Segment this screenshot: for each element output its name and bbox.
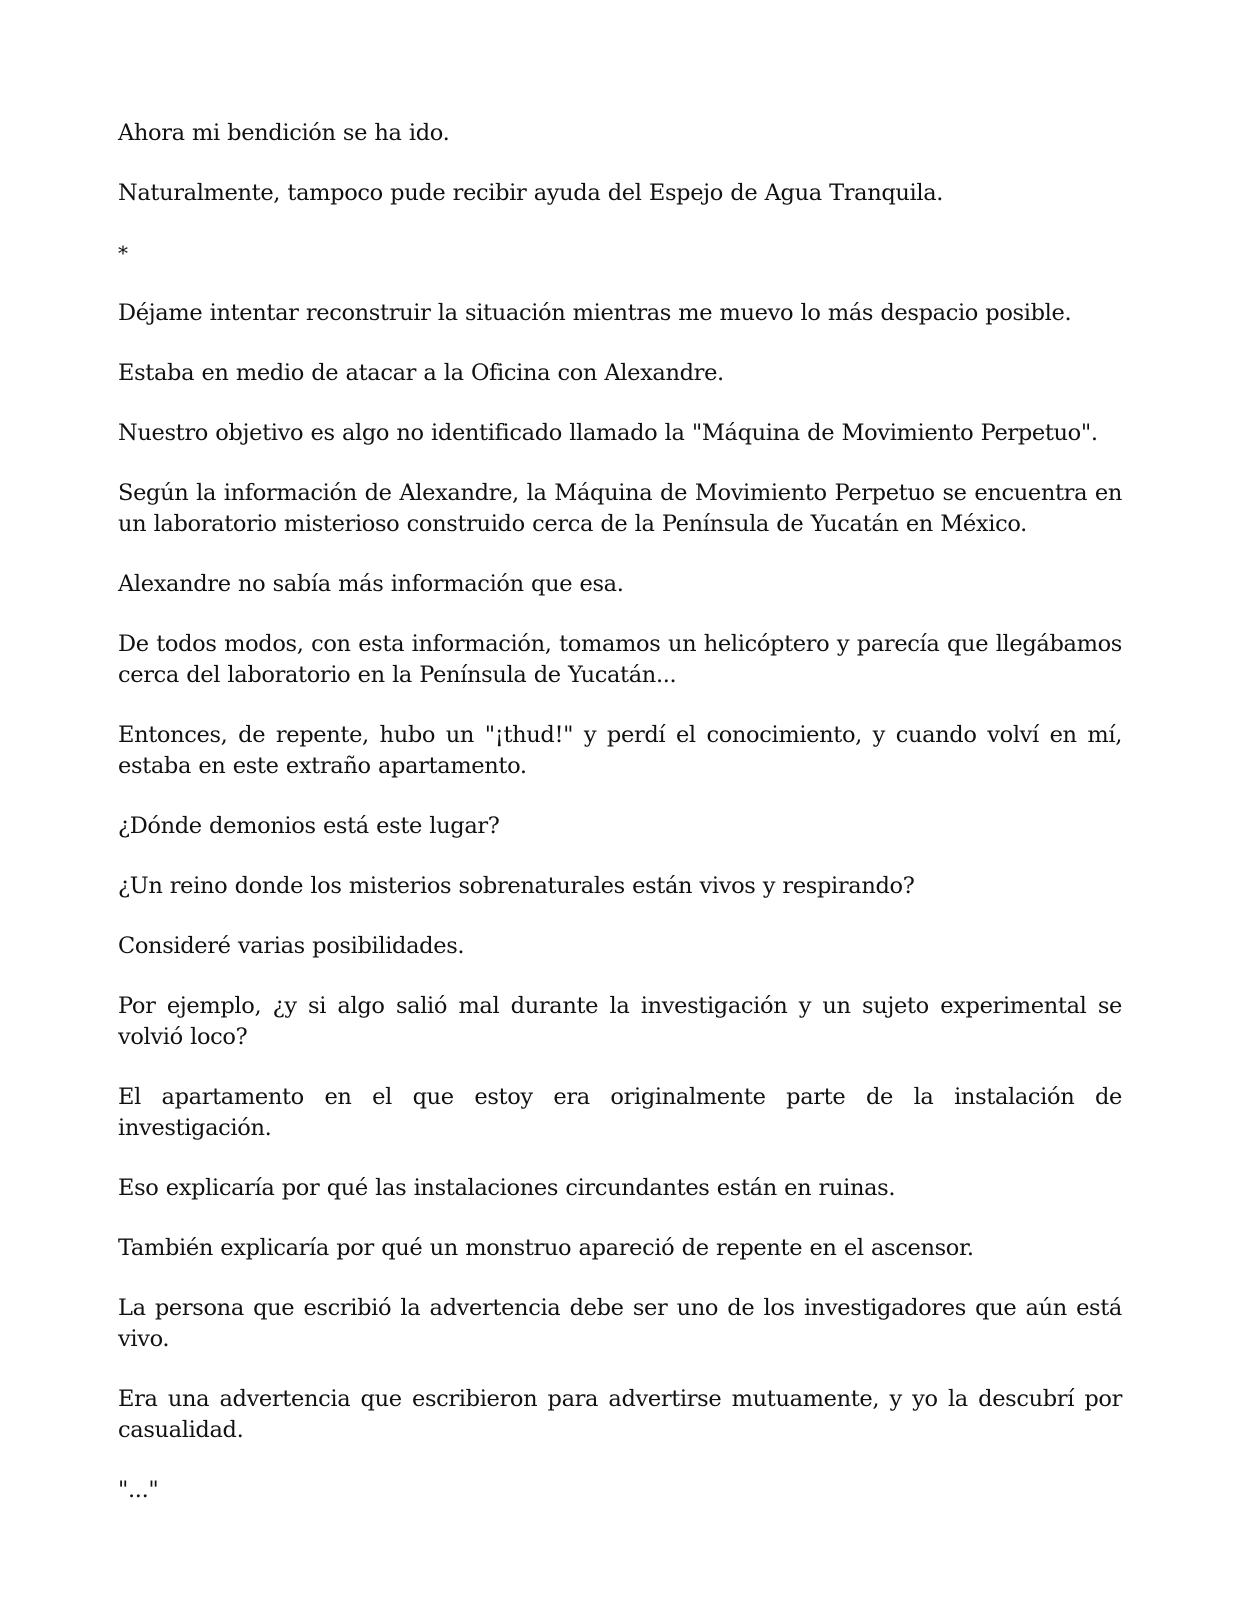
- paragraph: ¿Dónde demonios está este lugar?: [118, 813, 500, 839]
- paragraph: Ahora mi bendición se ha ido.: [118, 120, 450, 146]
- paragraph: Entonces, de repente, hubo un "¡thud!" y perdí el conocimiento, y cuando volví en mí, estaba en este extraño apartamento.: [118, 722, 1122, 779]
- paragraph: Consideré varias posibilidades.: [118, 933, 465, 959]
- paragraph: Eso explicaría por qué las instalaciones circundantes están en ruinas.: [118, 1175, 896, 1201]
- paragraph: Alexandre no sabía más información que esa.: [118, 571, 624, 597]
- paragraph: Por ejemplo, ¿y si algo salió mal durante la investigación y un sujeto experimental se volvió loco?: [118, 993, 1122, 1050]
- paragraph: "...": [118, 1477, 159, 1503]
- paragraph: El apartamento en el que estoy era originalmente parte de la instalación de investigación.: [118, 1084, 1122, 1141]
- paragraph: También explicaría por qué un monstruo apareció de repente en el ascensor.: [118, 1235, 974, 1261]
- paragraph: De todos modos, con esta información, tomamos un helicóptero y parecía que llegábamos cerca del laboratorio en la Península de Yucatán...: [118, 631, 1122, 688]
- paragraph: Déjame intentar reconstruir la situación mientras me muevo lo más despacio posible.: [118, 300, 1072, 326]
- paragraph: Estaba en medio de atacar a la Oficina con Alexandre.: [118, 360, 724, 386]
- paragraph: Naturalmente, tampoco pude recibir ayuda del Espejo de Agua Tranquila.: [118, 180, 944, 206]
- paragraph: ¿Un reino donde los misterios sobrenaturales están vivos y respirando?: [118, 873, 915, 899]
- paragraph: Era una advertencia que escribieron para advertirse mutuamente, y yo la descubrí por casualidad.: [118, 1386, 1122, 1443]
- paragraph: Nuestro objetivo es algo no identificado llamado la "Máquina de Movimiento Perpetuo".: [118, 420, 1098, 446]
- paragraph: La persona que escribió la advertencia debe ser uno de los investigadores que aún está vivo.: [118, 1295, 1122, 1352]
- paragraph: Según la información de Alexandre, la Máquina de Movimiento Perpetuo se encuentra en un laboratorio misterioso construido cerca de la Península de Yucatán en México.: [118, 480, 1122, 537]
- section-break-asterisk: *: [118, 241, 128, 265]
- document-body: [118, 118, 1122, 1535]
